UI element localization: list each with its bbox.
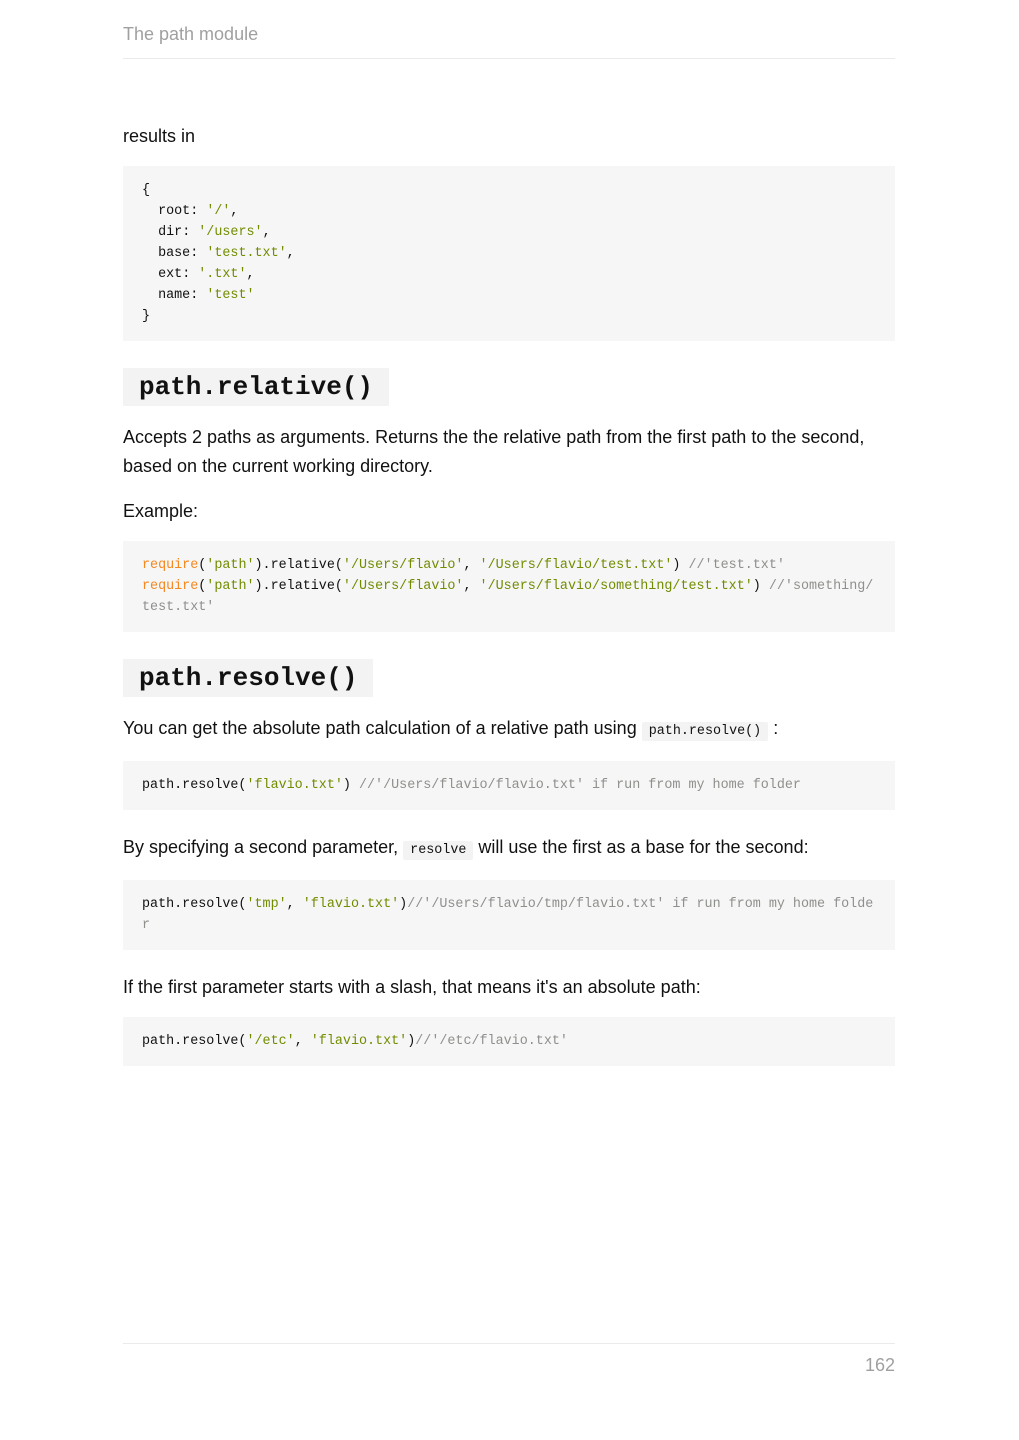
- heading-path-resolve: path.resolve(): [123, 659, 373, 697]
- heading-path-relative: path.relative(): [123, 368, 389, 406]
- resolve-code-block-1: path.resolve('flavio.txt') //'/Users/flavio/flavio.txt' if run from my home folder: [123, 761, 895, 810]
- field-base: base: 'test.txt',: [158, 246, 295, 261]
- code-brace-close: }: [142, 309, 151, 324]
- code-line: require('path').relative('/Users/flavio', '/Users/flavio/something/test.txt') //'something/test.txt': [142, 579, 874, 615]
- inline-code-path-resolve: path.resolve(): [642, 722, 769, 741]
- inline-code-resolve: resolve: [403, 841, 473, 860]
- header-divider: [123, 58, 895, 59]
- code-brace-open: {: [142, 183, 151, 198]
- example-label: Example:: [123, 501, 199, 521]
- code-line: require('path').relative('/Users/flavio', '/Users/flavio/test.txt') //'test.txt': [142, 558, 785, 573]
- relative-example-code-block: [123, 541, 895, 632]
- footer-divider: [123, 1343, 895, 1344]
- resolve-text-2: By specifying a second parameter, resolve will use the first as a base for the second:: [123, 837, 809, 858]
- relative-description: Accepts 2 paths as arguments. Returns the the relative path from the first path to the second, based on the current working directory.: [123, 427, 865, 476]
- running-header: The path module: [123, 24, 259, 44]
- field-name: name: 'test': [158, 288, 255, 303]
- page-content: [123, 122, 895, 1066]
- field-root: root: '/',: [158, 204, 239, 219]
- field-ext: ext: '.txt',: [158, 267, 255, 282]
- parse-output-code-block: [123, 166, 895, 341]
- field-dir: dir: '/users',: [158, 225, 271, 240]
- resolve-text-3: If the first parameter starts with a slash, that means it's an absolute path:: [123, 977, 701, 997]
- page-number: 162: [864, 1355, 895, 1375]
- resolve-code-block-3: path.resolve('/etc', 'flavio.txt')//'/etc/flavio.txt': [123, 1017, 895, 1066]
- resolve-text-1: You can get the absolute path calculation of a relative path using path.resolve() :: [123, 718, 779, 739]
- resolve-code-block-2: path.resolve('tmp', 'flavio.txt')//'/Users/flavio/tmp/flavio.txt' if run from my home folder: [123, 880, 895, 950]
- intro-text: results in: [123, 126, 196, 146]
